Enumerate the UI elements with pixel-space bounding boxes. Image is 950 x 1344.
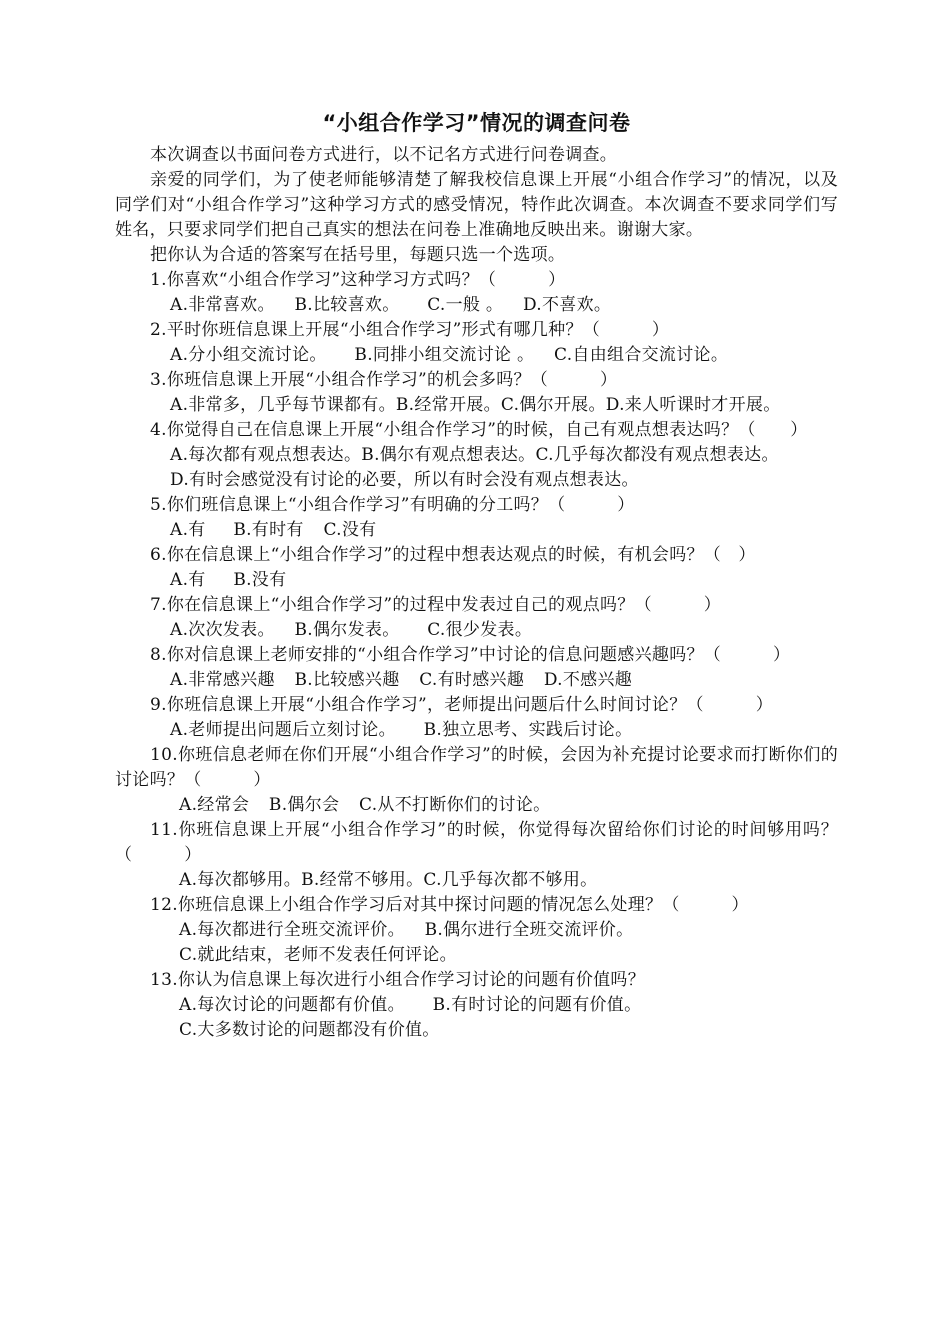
option: A.有 [170, 520, 206, 540]
option: D.不喜欢。 [522, 295, 612, 315]
option: B.有时有 [233, 520, 304, 540]
option: A.经常会 [179, 795, 250, 815]
option: A.分小组交流讨论。 [170, 345, 327, 365]
option: A.非常感兴趣 [170, 670, 275, 690]
option: A.非常喜欢。 [170, 295, 275, 315]
intro-paragraph-1: 本次调查以书面问卷方式进行，以不记名方式进行问卷调查。 [150, 145, 618, 165]
option: B.偶尔发表。 [294, 620, 400, 640]
question-9: 9.你班信息课上开展“小组合作学习”，老师提出问题后什么时间讨论？（ ） [150, 695, 773, 715]
question-13-options [115, 993, 838, 1018]
question-3: 3.你班信息课上开展“小组合作学习”的机会多吗？（ ） [150, 370, 618, 390]
option: C.有时感兴趣 [419, 670, 525, 690]
option: A.每次讨论的问题都有价值。 [179, 995, 405, 1015]
option: A.次次发表。 [170, 620, 275, 640]
option: B.独立思考、实践后讨论。 [423, 720, 633, 740]
question-7: 7.你在信息课上“小组合作学习”的过程中发表过自己的观点吗？（ ） [150, 595, 722, 615]
question-13: 13.你认为信息课上每次进行小组合作学习讨论的问题有价值吗？ [150, 970, 646, 990]
option: B.没有 [233, 570, 287, 590]
option: A.每次都够用。B.经常不够用。C.几乎每次都不够用。 [179, 870, 598, 890]
question-12-options [115, 918, 838, 943]
option: A.非常多，几乎每节课都有。B.经常开展。C.偶尔开展。D.来人听课时才开展。 [170, 395, 781, 415]
option: D.有时会感觉没有讨论的必要，所以有时会没有观点想表达。 [170, 470, 639, 490]
question-5-options [115, 518, 838, 543]
question-8-options [115, 668, 838, 693]
question-10: 10.你班信息老师在你们开展“小组合作学习”的时候，会因为补充提讨论要求而打断你们的讨论吗？（ ） [115, 745, 838, 790]
intro-paragraph-2: 亲爱的同学们，为了使老师能够清楚了解我校信息课上开展“小组合作学习”的情况，以及同学们对“小组合作学习”这种学习方式的感受情况，特作此次调查。本次调查不要求同学们写姓名，只要求同学们把自己真实的想法在问卷上准确地反映出来。谢谢大家。 [115, 170, 838, 240]
option: B.有时讨论的问题有价值。 [432, 995, 642, 1015]
document-title: “小组合作学习”情况的调查问卷 [322, 111, 631, 135]
question-4-options-2 [115, 468, 838, 493]
question-13-options-2 [115, 1018, 838, 1043]
question-3-options [115, 393, 838, 418]
question-5: 5.你们班信息课上“小组合作学习”有明确的分工吗？（ ） [150, 495, 635, 515]
option: C.很少发表。 [427, 620, 533, 640]
question-2-options [115, 343, 838, 368]
question-10-options [115, 793, 838, 818]
option: C.从不打断你们的讨论。 [359, 795, 551, 815]
option: C.大多数讨论的问题都没有价值。 [179, 1020, 440, 1040]
option: C.一般 。 [427, 295, 504, 315]
option: C.自由组合交流讨论。 [554, 345, 729, 365]
option: C.就此结束，老师不发表任何评论。 [179, 945, 457, 965]
question-1-options [115, 293, 838, 318]
question-6: 6.你在信息课上“小组合作学习”的过程中想表达观点的时候，有机会吗？（ ） [150, 545, 756, 565]
question-1: 1.你喜欢“小组合作学习”这种学习方式吗？（ ） [150, 270, 566, 290]
question-12-options-2 [115, 943, 838, 968]
question-2: 2.平时你班信息课上开展“小组合作学习”形式有哪几种？（ ） [150, 320, 670, 340]
option: A.每次都有观点想表达。B.偶尔有观点想表达。C.几乎每次都没有观点想表达。 [170, 445, 779, 465]
question-8: 8.你对信息课上老师安排的“小组合作学习”中讨论的信息问题感兴趣吗？（ ） [150, 645, 791, 665]
option: A.老师提出问题后立刻讨论。 [170, 720, 396, 740]
question-7-options [115, 618, 838, 643]
option: D.不感兴趣 [543, 670, 633, 690]
option: B.比较喜欢。 [294, 295, 400, 315]
option: B.偶尔进行全班交流评价。 [424, 920, 634, 940]
question-12: 12.你班信息课上小组合作学习后对其中探讨问题的情况怎么处理？（ ） [150, 895, 749, 915]
question-11: 11.你班信息课上开展“小组合作学习”的时候，你觉得每次留给你们讨论的时间够用吗？（ ） [115, 820, 838, 865]
option: A.每次都进行全班交流评价。 [179, 920, 405, 940]
question-9-options [115, 718, 838, 743]
option: B.偶尔会 [268, 795, 340, 815]
question-4: 4.你觉得自己在信息课上开展“小组合作学习”的时候，自己有观点想表达吗？（ ） [150, 420, 808, 440]
question-11-options [115, 868, 838, 893]
question-4-options [115, 443, 838, 468]
question-6-options [115, 568, 838, 593]
option: B.同排小组交流讨论 。 [354, 345, 535, 365]
option: A.有 [170, 570, 206, 590]
option: B.比较感兴趣 [294, 670, 400, 690]
instruction-paragraph: 把你认为合适的答案写在括号里，每题只选一个选项。 [150, 245, 566, 265]
option: C.没有 [323, 520, 377, 540]
